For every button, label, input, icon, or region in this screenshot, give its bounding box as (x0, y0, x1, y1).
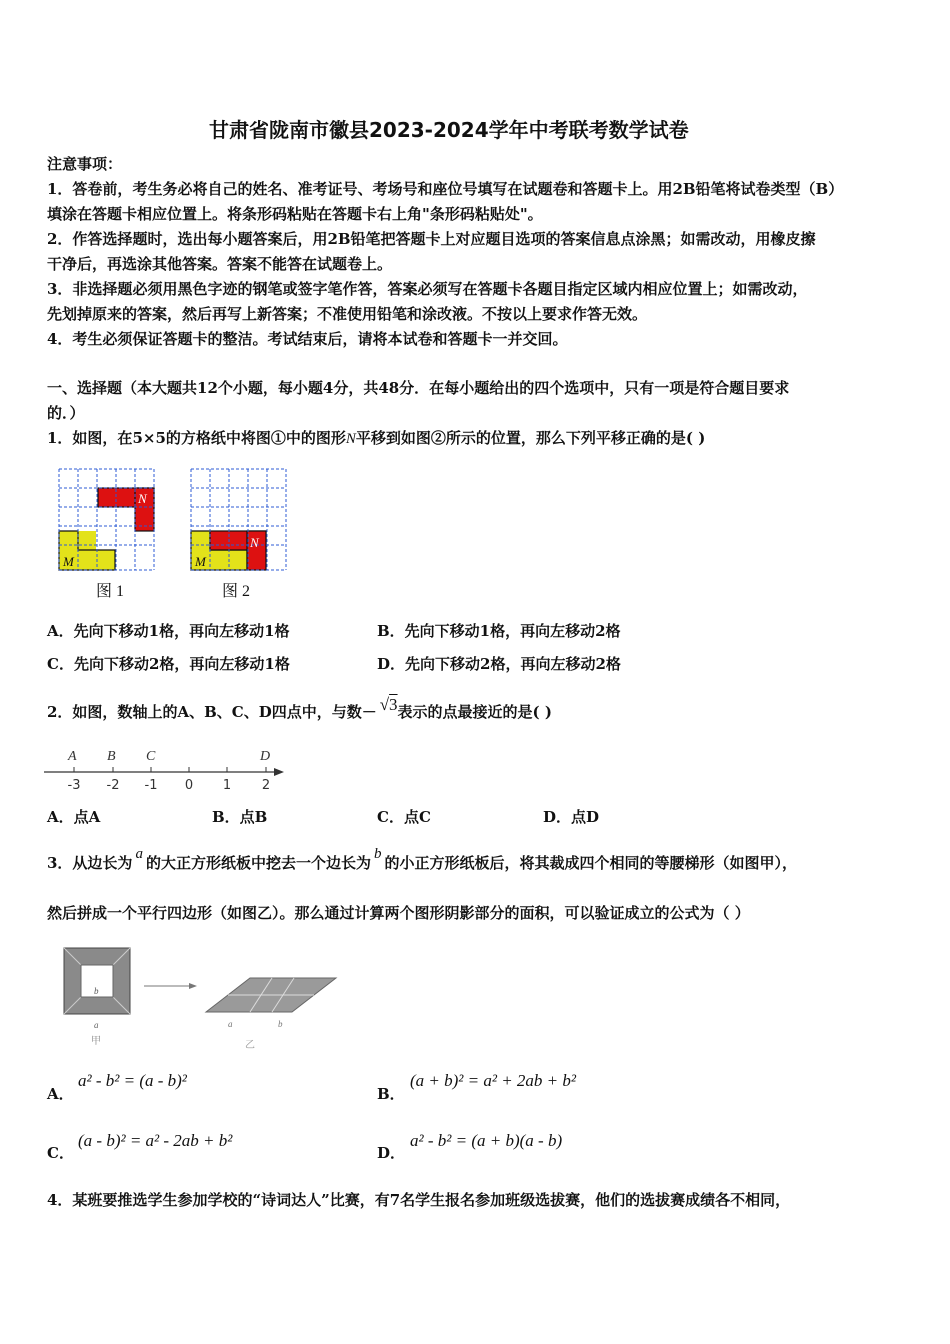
notice-line: 先划掉原来的答案，然后再写上新答案；不准使用铅笔和涂改液。不按以上要求作答无效。 (47, 305, 648, 323)
q3-fig-label-a: a (94, 1020, 99, 1030)
q3-option-b-formula: (a + b)² = a² + 2ab + b² (410, 1071, 576, 1090)
q2-tick-label: 0 (184, 778, 194, 793)
q3-caption-yi: 乙 (245, 1040, 255, 1051)
q2-point-b: B (107, 749, 116, 764)
page-title: 甘肃省陇南市徽县2023-2024学年中考联考数学试卷 (209, 118, 689, 142)
q2-tick-label: -3 (67, 778, 81, 793)
q3-option-a-label: A． (47, 1085, 74, 1103)
q3-option-b-label: B． (377, 1085, 405, 1103)
q2-option-b: B．点B (212, 808, 268, 826)
q3-fig-label-a2: a (228, 1019, 233, 1029)
q2-option-c: C．点C (377, 808, 431, 826)
q2-option-a: A．点A (47, 808, 101, 826)
q1-fig2-caption: 图 2 (222, 583, 251, 600)
notice-line: 干净后，再选涂其他答案。答案不能答在试题卷上。 (47, 255, 393, 273)
q2-point-c: C (146, 749, 156, 764)
q1-option-a: A．先向下移动1格，再向左移动1格 (47, 622, 290, 640)
q3-fig-label-b: b (94, 986, 99, 996)
q2-point-d: D (260, 749, 271, 764)
q2-point-a: A (68, 749, 77, 764)
q3-option-c-formula: (a - b)² = a² - 2ab + b² (78, 1131, 233, 1150)
q1-fig2-label-m: M (195, 554, 206, 569)
q2-tick-label: -1 (144, 778, 158, 793)
q2-option-d: D．点D (543, 808, 600, 826)
q1-stem: 1．如图，在5×5的方格纸中将图①中的图形N平移到如图②所示的位置，那么下列平移正确的是( ) (47, 429, 706, 447)
q1-fig1-caption: 图 1 (96, 583, 125, 600)
q1-figure-1 (58, 468, 154, 572)
q1-fig1-label-n: N (138, 491, 147, 506)
notice-line: 3．非选择题必须用黑色字迹的钢笔或签字笔作答，答案必须写在答题卡各题目指定区域内相应位置上；如需改动， (47, 280, 808, 298)
q3-figure (58, 942, 343, 1054)
q2-tick-label: 1 (222, 778, 232, 793)
notice-line: 1．答卷前，考生务必将自己的姓名、准考证号、考场号和座位号填写在试题卷和答题卡上。用2B铅笔将试卷类型（B） (47, 180, 844, 198)
q3-caption-jia: 甲 (91, 1036, 101, 1047)
notice-line: 2．作答选择题时，选出每小题答案后，用2B铅笔把答题卡上对应题目选项的答案信息点涂黑；如需改动，用橡皮擦 (47, 230, 816, 248)
q1-option-b: B．先向下移动1格，再向左移动2格 (377, 622, 621, 640)
q3-option-d-label: D． (377, 1144, 406, 1162)
notice-line: 4．考生必须保证答题卡的整洁。考试结束后，请将本试卷和答题卡一并交回。 (47, 330, 568, 348)
q3-option-a-formula: a² - b² = (a - b)² (78, 1071, 187, 1090)
q2-stem: 2．如图，数轴上的A、B、C、D四点中，与数－ √3表示的点最接近的是( ) (47, 695, 552, 721)
section-heading: 一、选择题（本大题共12个小题，每小题4分，共48分．在每小题给出的四个选项中，只有一项是符合题目要求 (47, 379, 790, 397)
q2-tick-label: -2 (106, 778, 120, 793)
notice-line: 填涂在答题卡相应位置上。将条形码粘贴在答题卡右上角"条形码粘贴处"。 (47, 205, 543, 223)
q3-fig-label-b2: b (278, 1019, 283, 1029)
q3-option-d-formula: a² - b² = (a + b)(a - b) (410, 1131, 563, 1150)
q2-tick-label: 2 (261, 778, 271, 793)
q1-fig2-label-n: N (250, 535, 259, 550)
q1-figure-2 (190, 468, 286, 572)
q3-stem-line2: 然后拼成一个平行四边形（如图乙）。那么通过计算两个图形阴影部分的面积，可以验证成立的公式为（ ） (47, 904, 750, 922)
q1-fig1-label-m: M (63, 554, 74, 569)
q3-stem: 3．从边长为 a 的大正方形纸板中挖去一个边长为 b 的小正方形纸板后，将其裁成四个相同的等腰梯形（如图甲）， (47, 846, 797, 872)
q4-stem: 4．某班要推选学生参加学校的“诗词达人”比赛，有7名学生报名参加班级选拔赛，他们的选拔赛成绩各不相同， (47, 1191, 791, 1209)
q3-option-c-label: C． (47, 1144, 74, 1162)
q1-option-d: D．先向下移动2格，再向左移动2格 (377, 655, 621, 673)
notice-heading: 注意事项： (47, 155, 123, 173)
q1-option-c: C．先向下移动2格，再向左移动1格 (47, 655, 290, 673)
q2-number-line (44, 742, 289, 792)
section-heading-cont: 的．） (47, 404, 85, 422)
